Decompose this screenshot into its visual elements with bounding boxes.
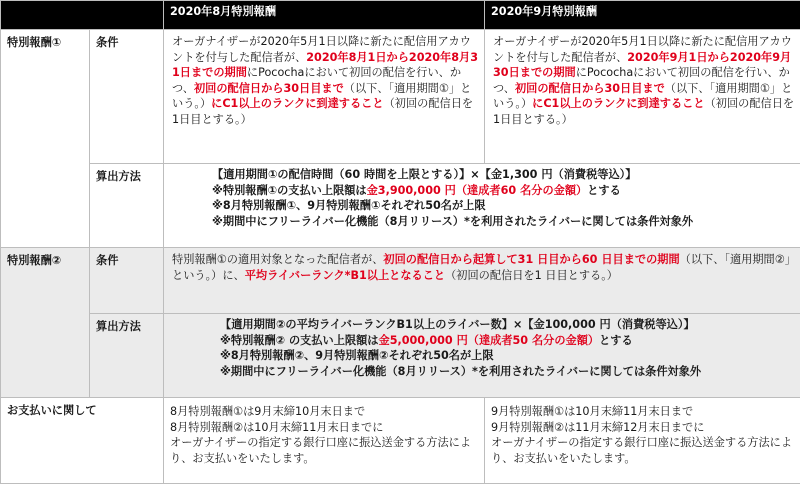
reward1-condition-row [1, 30, 800, 164]
text: ※特別報酬①の支払い上限額は [212, 183, 367, 197]
payment-august [164, 398, 485, 484]
reward1-calc-body [164, 164, 800, 248]
text: （初回の配信日を1日目とする。） [172, 97, 474, 126]
highlight: 金3,900,000 円（達成者60 名分の金額） [366, 183, 588, 197]
reward1-label: 特別報酬① [1, 30, 90, 248]
highlight: 2020年8月1日から2020年8月31日までの期間 [172, 50, 478, 79]
payment-line: オーガナイザーの指定する銀行口座に振込送金する方法により、お支払いをいたします。 [491, 436, 793, 465]
payment-line: オーガナイザーの指定する銀行口座に振込送金する方法により、お支払いをいたします。 [170, 436, 472, 465]
highlight: 平均ライバーランク*B1以上となること [244, 268, 446, 282]
text: オーガナイザーが2020年5月1日以降に新たに配信用アカウントを付与した配信者が、 [493, 35, 792, 64]
payment-row [1, 398, 800, 484]
text: 特別報酬①の適用対象となった配信者が、 [172, 253, 384, 266]
text: にPocochaにおいて初回の配信を行い、かつ、 [493, 66, 790, 95]
calc-line-4: ※期間中にフリーライバー化機能（8月リリース）*を利用されたライバーに関しては条件対象外 [212, 214, 694, 228]
reward2-condition-row [1, 248, 800, 314]
text: とする [599, 333, 633, 347]
highlight: 金5,000,000 円（達成者50 名分の金額） [378, 333, 600, 347]
payment-line: 8月特別報酬①は9月末締10月末日まで [170, 405, 366, 418]
reward2-calc-body [164, 314, 800, 398]
reward2-condition-body [164, 248, 800, 314]
text: とする [587, 183, 621, 197]
text: （初回の配信日を1日目とする。） [493, 97, 795, 126]
text: 】 [625, 168, 637, 181]
payment-label: お支払いに関して [1, 398, 164, 484]
header-blank [1, 1, 164, 30]
highlight: 初回の配信日から30日目まで [193, 81, 344, 95]
header-september: 2020年9月特別報酬 [485, 1, 800, 30]
text: （以下、「適用期間①」という。） [493, 81, 793, 110]
reward2-calc-label: 算出方法 [90, 314, 164, 398]
reward1-condition-september [485, 30, 800, 164]
calc-line-2 [212, 183, 792, 199]
calc-line-4: ※期間中にフリーライバー化機能（8月リリース）*を利用されたライバーに関しては条件対象外 [220, 364, 702, 378]
calc-line-3: ※8月特別報酬②、9月特別報酬②それぞれ50名が上限 [220, 349, 494, 362]
payment-line: 8月特別報酬②は10月末締11月末日までに [170, 420, 384, 434]
calc-line-1 [212, 167, 792, 183]
reward2-label: 特別報酬② [1, 248, 90, 398]
reward1-condition-label: 条件 [90, 30, 164, 164]
payment-line: 9月特別報酬①は10月末締11月末日まで [491, 405, 694, 418]
reward1-condition-august [164, 30, 485, 164]
reward2-calc-row [1, 314, 800, 398]
text: ※特別報酬② の支払い上限額は [220, 333, 379, 347]
calc-line-2 [220, 333, 792, 349]
text: 金1,300 円（消費税等込） [490, 168, 626, 181]
reward1-calc-label: 算出方法 [90, 164, 164, 248]
text: （以下、「適用期間②」という。）に、 [172, 253, 796, 282]
highlight: 初回の配信日から起算して31 日目から60 日目までの期間 [383, 253, 680, 266]
payment-line: 9月特別報酬②は11月末締12月末日までに [491, 420, 705, 434]
highlight: にC1以上のランクに到達すること [532, 97, 705, 110]
calc-line-3: ※8月特別報酬①、9月特別報酬①それぞれ50名が上限 [212, 199, 486, 212]
highlight: にC1以上のランクに到達すること [211, 97, 384, 110]
text: （以下、「適用期間①」という。） [172, 81, 472, 110]
calc-line-1: 【適用期間②の平均ライバーランクB1以上のライバー数】×【金100,000 円（消費税等込）】 [220, 318, 695, 331]
payment-september [485, 398, 800, 484]
highlight: 2020年9月1日から2020年9月30日までの期間 [493, 50, 792, 79]
text: （初回の配信日を1 日目とする。） [445, 268, 618, 282]
header-august: 2020年8月特別報酬 [164, 1, 485, 30]
highlight: 初回の配信日から30日目まで [514, 81, 665, 95]
reward1-calc-row [1, 164, 800, 248]
text: 【適用期間①の配信時間（60 時間を上限とする）】×【 [212, 168, 491, 181]
header-row [1, 1, 800, 30]
reward2-condition-label: 条件 [90, 248, 164, 314]
text: オーガナイザーが2020年5月1日以降に新たに配信用アカウントを付与した配信者が、 [172, 35, 471, 64]
text: にPocochaにおいて初回の配信を行い、かつ、 [172, 66, 462, 95]
